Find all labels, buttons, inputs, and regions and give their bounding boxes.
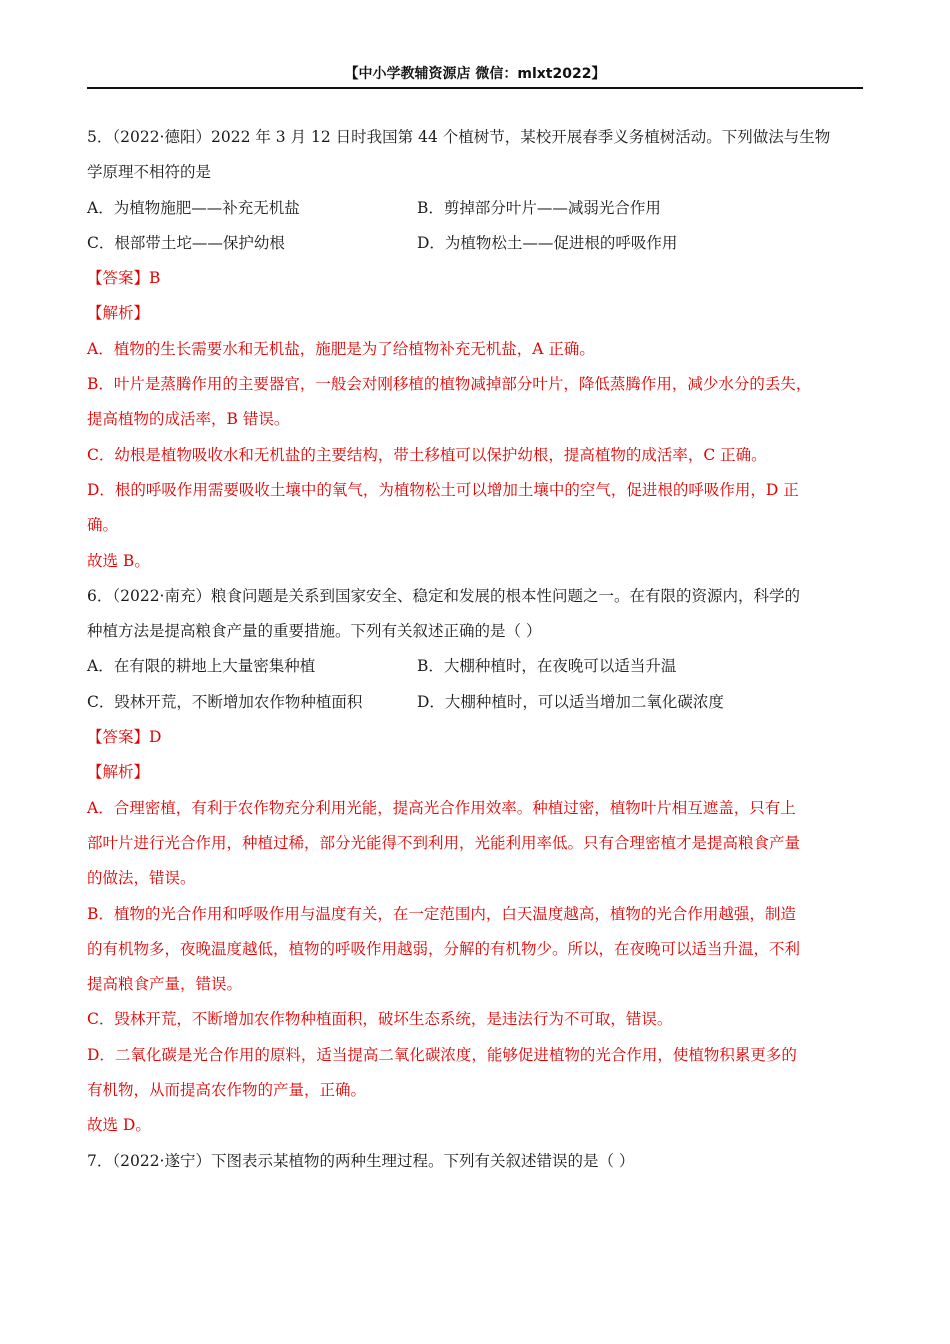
document-body <box>87 120 863 1179</box>
q6-stem-line-1: 6．（2022·南充）粮食问题是关系到国家安全、稳定和发展的根本性问题之一。在有限的资源内，科学的 <box>87 586 800 605</box>
q6-stem-line-2: 种植方法是提高粮食产量的重要措施。下列有关叙述正确的是（ ） <box>87 622 542 641</box>
q5-answer: 【答案】B <box>87 269 161 288</box>
q5-analysis-line: B．叶片是蒸腾作用的主要器官，一般会对刚移植的植物减掉部分叶片，降低蒸腾作用，减少水分的丢失， <box>87 375 812 394</box>
q6-option-b: B．大棚种植时，在夜晚可以适当升温 <box>417 657 677 676</box>
header-divider <box>87 87 863 89</box>
q6-analysis-line: C．毁林开荒，不断增加农作物种植面积，破坏生态系统，是违法行为不可取，错误。 <box>87 1010 673 1029</box>
q6-analysis-line: 提高粮食产量，错误。 <box>87 975 243 994</box>
q6-analysis-line: 的有机物多，夜晚温度越低，植物的呼吸作用越弱，分解的有机物少。所以，在夜晚可以适当升温，不利 <box>87 939 801 958</box>
q6-options-row-2 <box>87 685 863 720</box>
q6-option-d: D．大棚种植时，可以适当增加二氧化碳浓度 <box>417 692 724 711</box>
q5-options-row-2 <box>87 226 863 261</box>
page-header: 【中小学教辅资源店 微信：mlxt2022】 <box>344 66 606 82</box>
q5-conclusion: 故选 B。 <box>87 551 150 570</box>
q5-option-c: C．根部带土坨——保护幼根 <box>87 233 285 252</box>
q6-analysis-line: 有机物，从而提高农作物的产量，正确。 <box>87 1081 367 1100</box>
q5-option-b: B．剪掉部分叶片——减弱光合作用 <box>417 198 661 217</box>
q5-analysis-line: 确。 <box>87 516 119 535</box>
q6-analysis-line: D．二氧化碳是光合作用的原料，适当提高二氧化碳浓度，能够促进植物的光合作用，使植物积累更多的 <box>87 1045 797 1064</box>
q5-option-d: D．为植物松土——促进根的呼吸作用 <box>417 233 678 252</box>
q5-analysis-line: D．根的呼吸作用需要吸收土壤中的氧气，为植物松土可以增加土壤中的空气，促进根的呼吸作用，D 正 <box>87 480 799 499</box>
q7-stem-line-1: 7．（2022·遂宁）下图表示某植物的两种生理过程。下列有关叙述错误的是（ ） <box>87 1151 635 1170</box>
q6-analysis-label: 【解析】 <box>87 763 150 782</box>
q6-analysis-line: 的做法，错误。 <box>87 869 196 888</box>
q5-analysis-label: 【解析】 <box>87 304 150 323</box>
q6-analysis-line: B．植物的光合作用和呼吸作用与温度有关，在一定范围内，白天温度越高，植物的光合作用越强，制造 <box>87 904 796 923</box>
q5-analysis-line: 提高植物的成活率，B 错误。 <box>87 410 290 429</box>
q5-options-row-1 <box>87 191 863 226</box>
q6-option-a: A．在有限的耕地上大量密集种植 <box>87 657 316 676</box>
q6-analysis-line: A．合理密植，有利于农作物充分利用光能，提高光合作用效率。种植过密，植物叶片相互遮盖，只有上 <box>87 798 796 817</box>
q5-option-a: A．为植物施肥——补充无机盐 <box>87 198 300 217</box>
q5-stem-line-2: 学原理不相符的是 <box>87 163 212 182</box>
q5-analysis-line: A．植物的生长需要水和无机盐，施肥是为了给植物补充无机盐，A 正确。 <box>87 339 595 358</box>
q6-answer: 【答案】D <box>87 728 162 747</box>
q6-options-row-1 <box>87 649 863 684</box>
q6-option-c: C．毁林开荒，不断增加农作物种植面积 <box>87 692 363 711</box>
q5-analysis-line: C．幼根是植物吸收水和无机盐的主要结构，带土移植可以保护幼根，提高植物的成活率，C 正确。 <box>87 445 767 464</box>
q6-analysis-line: 部叶片进行光合作用，种植过稀，部分光能得不到利用，光能利用率低。只有合理密植才是提高粮食产量 <box>87 833 801 852</box>
q6-conclusion: 故选 D。 <box>87 1116 151 1135</box>
q5-stem-line-1: 5．（2022·德阳）2022 年 3 月 12 日时我国第 44 个植树节，某校开展春季义务植树活动。下列做法与生物 <box>87 128 831 146</box>
